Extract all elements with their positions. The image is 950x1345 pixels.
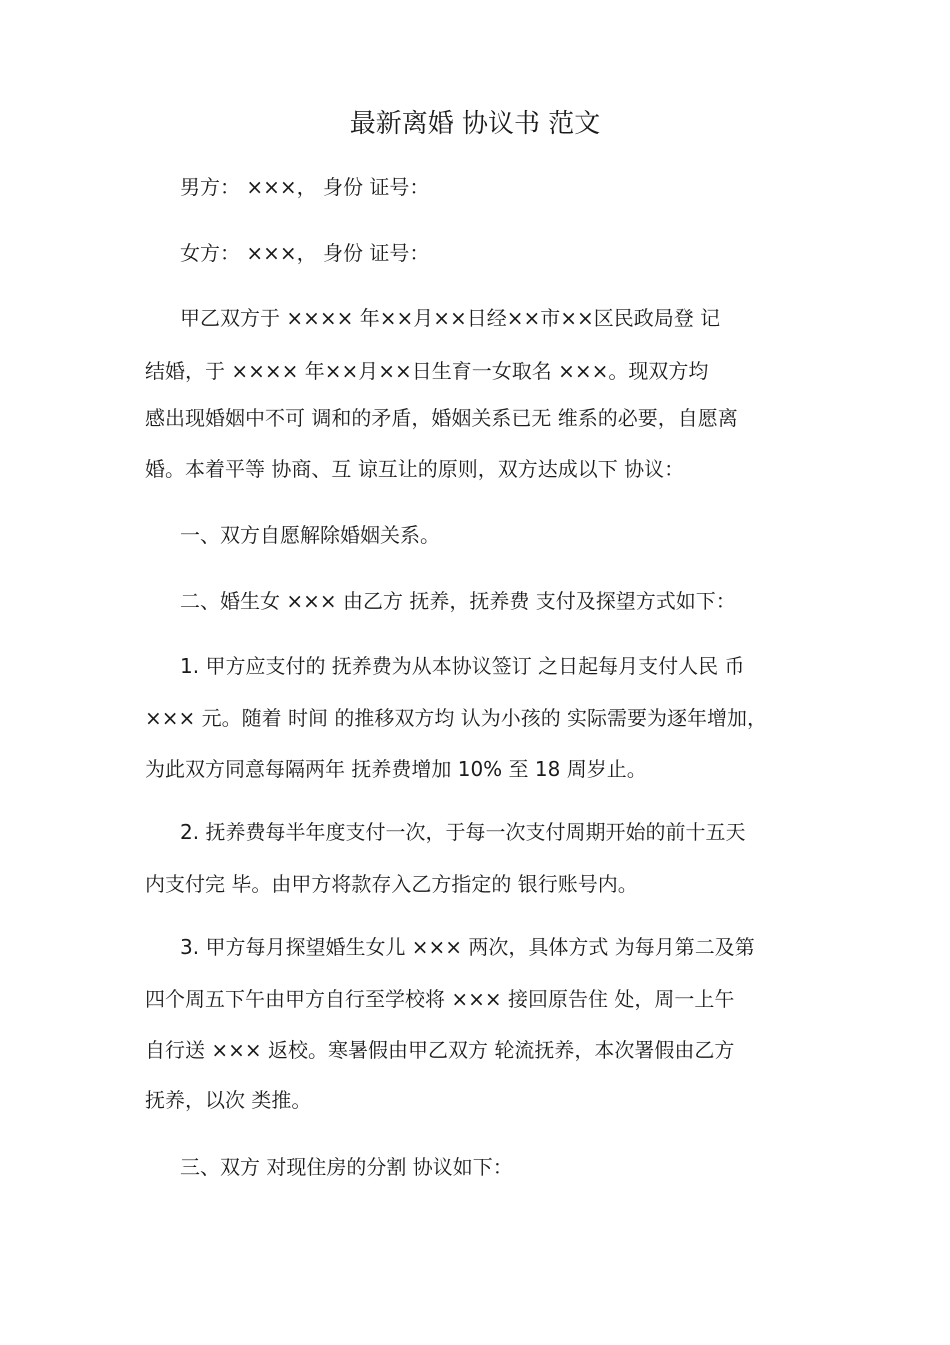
paragraph-line: 感出现婚姻中不可 调和的矛盾，婚姻关系已无 维系的必要，自愿离 bbox=[145, 406, 738, 430]
paragraph-line: 婚。本着平等 协商、互 谅互让的原则，双方达成以下 协议： bbox=[145, 457, 685, 481]
document-title: 最新离婚 协议书 范文 bbox=[349, 109, 601, 139]
subclause-3-line: 四个周五下午由甲方自行至学校将 ××× 接回原告住 处，周一上午 bbox=[145, 987, 735, 1011]
clause-three: 三、双方 对现住房的分割 协议如下： bbox=[180, 1155, 513, 1179]
clause-one: 一、双方自愿解除婚姻关系。 bbox=[180, 523, 440, 547]
paragraph-line: 甲乙双方于 ×××× 年××月××日经××市××区民政局登 记 bbox=[180, 306, 721, 330]
subclause-2-line: 内支付完 毕。由甲方将款存入乙方指定的 银行账号内。 bbox=[145, 872, 638, 896]
subclause-3-line: 抚养，以次 类推。 bbox=[145, 1088, 312, 1112]
female-party-line: 女方： ×××， 身份 证号： bbox=[180, 241, 430, 265]
subclause-1-line: 为此双方同意每隔两年 抚养费增加 10% 至 18 周岁止。 bbox=[145, 757, 647, 781]
subclause-2-line: 2. 抚养费每半年度支付一次，于每一次支付周期开始的前十五天 bbox=[180, 820, 746, 844]
subclause-3-line: 自行送 ××× 返校。寒暑假由甲乙双方 轮流抚养，本次署假由乙方 bbox=[145, 1038, 735, 1062]
paragraph-line: 结婚，于 ×××× 年××月××日生育一女取名 ×××。现双方均 bbox=[145, 359, 709, 383]
subclause-1-line: ××× 元。随着 时间 的推移双方均 认为小孩的 实际需要为逐年增加， bbox=[145, 706, 768, 730]
clause-two: 二、婚生女 ××× 由乙方 抚养，抚养费 支付及探望方式如下： bbox=[180, 589, 736, 613]
subclause-3-line: 3. 甲方每月探望婚生女儿 ××× 两次，具体方式 为每月第二及第 bbox=[180, 935, 755, 959]
subclause-1-line: 1. 甲方应支付的 抚养费为从本协议签订 之日起每月支付人民 币 bbox=[180, 654, 745, 678]
male-party-line: 男方： ×××， 身份 证号： bbox=[180, 175, 430, 199]
